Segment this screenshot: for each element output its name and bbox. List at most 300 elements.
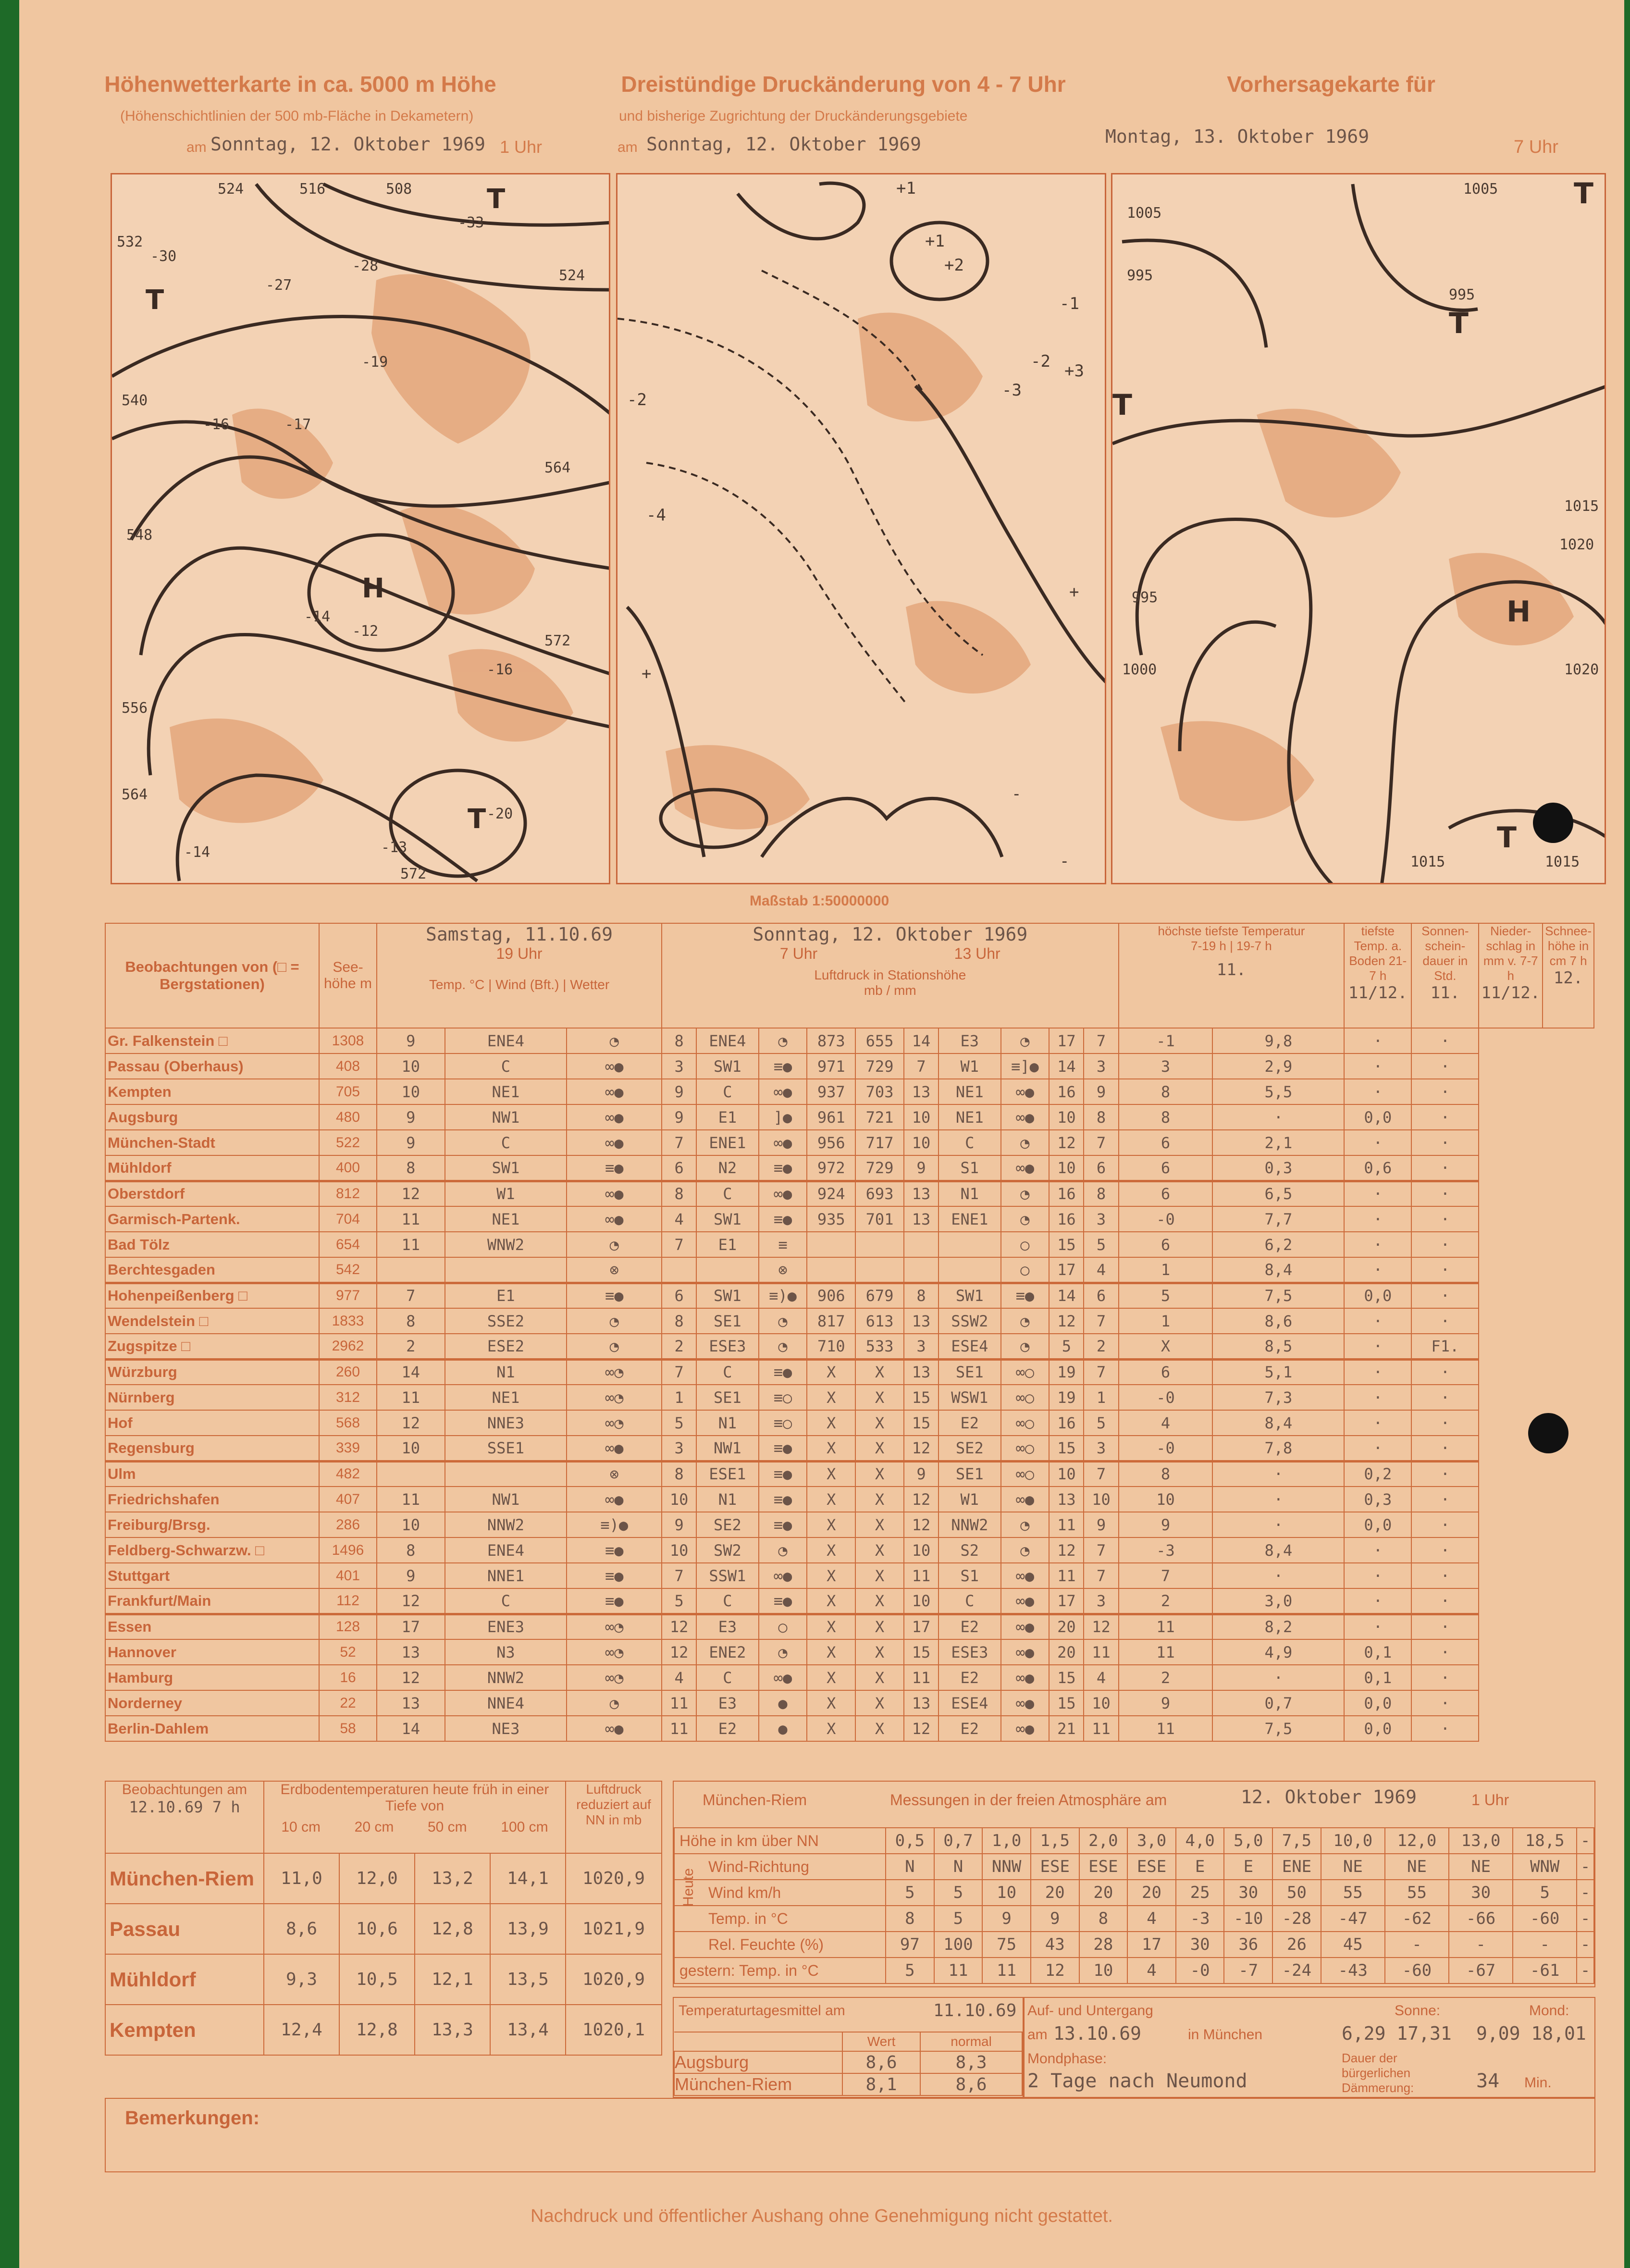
obs-cell: 8 (1119, 1461, 1213, 1487)
obs-cell: NNE1 (445, 1563, 567, 1588)
obs-weather-symbol: ≡● (759, 1053, 807, 1079)
obs-weather-symbol: ◔ (1001, 1512, 1050, 1537)
svg-text:-14: -14 (304, 608, 331, 625)
obs-cell: NNW2 (938, 1512, 1000, 1537)
obs-cell: · (1411, 1410, 1479, 1436)
obs-row (105, 1079, 1594, 1104)
soil-header-row (105, 1781, 662, 1853)
obs-weather-symbol: ≡● (567, 1283, 662, 1308)
obs-sat-time: 19 Uhr (496, 945, 543, 962)
moon-label: Mond: (1529, 2003, 1569, 2019)
aero-cell: ESE (1127, 1854, 1176, 1880)
obs-cell: 0,0 (1344, 1104, 1411, 1130)
obs-cell: · (1212, 1461, 1344, 1487)
obs-cell: ENE4 (445, 1028, 567, 1053)
obs-cell: 7 (1084, 1461, 1118, 1487)
obs-cell: · (1411, 1614, 1479, 1639)
obs-weather-symbol: ≡● (567, 1563, 662, 1588)
obs-weather-symbol: ∞● (567, 1104, 662, 1130)
obs-cell: 1 (662, 1385, 696, 1410)
obs-weather-symbol: ≡● (567, 1588, 662, 1614)
obs-cell: ENE4 (696, 1028, 758, 1053)
weather-sheet (19, 0, 1624, 2268)
obs-cell: 12 (1049, 1537, 1084, 1563)
aero-cell: 45 (1321, 1932, 1385, 1958)
map1-time: 1 Uhr (500, 137, 543, 157)
aero-title: Messungen in der freien Atmosphäre am (890, 1791, 1167, 1809)
obs-cell: 14 (1049, 1283, 1084, 1308)
aero-cell: NE (1321, 1854, 1385, 1880)
obs-cell: X (855, 1359, 904, 1385)
svg-text:-17: -17 (285, 416, 311, 433)
aero-cell: - (1577, 1932, 1594, 1958)
obs-cell: 717 (855, 1130, 904, 1155)
obs-cell: 10 (904, 1104, 938, 1130)
obs-cell: X (855, 1563, 904, 1588)
obs-cell: 8,4 (1212, 1410, 1344, 1436)
obs-cell: E1 (696, 1232, 758, 1257)
obs-cell: 16 (1049, 1079, 1084, 1104)
obs-cell: 7 (662, 1563, 696, 1588)
svg-text:572: 572 (544, 632, 571, 649)
tm-cell: 8,3 (920, 2051, 1022, 2073)
obs-cell (938, 1257, 1000, 1283)
obs-header-row (105, 923, 1594, 1028)
obs-cell: 0,1 (1344, 1665, 1411, 1690)
aero-cell: -28 (1272, 1906, 1321, 1932)
soil-h-luft: Luftdruck reduziert auf NN in mb (566, 1781, 662, 1853)
obs-cell: 12 (377, 1410, 445, 1436)
mondphase: 2 Tage nach Neumond (1027, 2070, 1247, 2092)
obs-cell: SW1 (696, 1053, 758, 1079)
sun-times: 6,29 17,31 (1342, 2023, 1452, 2044)
obs-cell: 6 (1084, 1155, 1118, 1181)
obs-cell: SW1 (445, 1155, 567, 1181)
obs-cell: 7 (1084, 1308, 1118, 1334)
map3-date: Montag, 13. Oktober 1969 (1105, 126, 1370, 147)
aero-cell: 43 (1031, 1932, 1079, 1958)
obs-cell: 7,7 (1212, 1206, 1344, 1232)
obs-weather-symbol: ⊗ (759, 1257, 807, 1283)
obs-cell: 906 (807, 1283, 855, 1308)
obs-col-nieder (1479, 923, 1543, 1028)
obs-cell: 8,4 (1212, 1537, 1344, 1563)
obs-cell: 12 (377, 1181, 445, 1206)
aero-cell: 36 (1224, 1932, 1272, 1958)
obs-cell: 10 (904, 1588, 938, 1614)
svg-text:-16: -16 (487, 661, 513, 678)
obs-row (105, 1283, 1594, 1308)
map2-date: Sonntag, 12. Oktober 1969 (646, 134, 921, 155)
tm-empty (674, 2032, 842, 2051)
obs-hand-date-2: 11/12. (1348, 983, 1408, 1003)
obs-col-tiefste (1344, 923, 1411, 1028)
aero-heute: Heute (680, 1868, 696, 1907)
svg-text:-4: -4 (646, 506, 666, 525)
obs-cell: · (1344, 1130, 1411, 1155)
forecast-map (1111, 173, 1606, 884)
obs-cell: ENE1 (696, 1130, 758, 1155)
soil-cell: 12,4 (264, 2005, 339, 2055)
obs-station-name: Ulm (105, 1461, 319, 1487)
moon-times: 9,09 18,01 (1476, 2023, 1586, 2044)
obs-cell: 11 (904, 1563, 938, 1588)
soil-cell: 13,4 (490, 2005, 566, 2055)
aero-cell: -60 (1385, 1958, 1449, 1983)
obs-cell: 13 (904, 1308, 938, 1334)
obs-cell: 6 (1084, 1283, 1118, 1308)
obs-cell: 15 (904, 1385, 938, 1410)
svg-text:1000: 1000 (1122, 661, 1157, 678)
obs-station-name: Essen (105, 1614, 319, 1639)
obs-cell: X (807, 1436, 855, 1461)
obs-cell: E2 (938, 1716, 1000, 1741)
obs-cell: 12 (1084, 1614, 1118, 1639)
obs-cell: 7 (1084, 1563, 1118, 1588)
obs-cell: · (1344, 1334, 1411, 1359)
soil-station: Passau (105, 1904, 264, 1954)
obs-station-name: Mühldorf (105, 1155, 319, 1181)
obs-cell: 15 (1049, 1665, 1084, 1690)
obs-weather-symbol: ∞● (759, 1665, 807, 1690)
aero-cell: NE (1449, 1854, 1513, 1880)
aero-height: 0,5 (886, 1828, 934, 1854)
obs-cell: · (1344, 1614, 1411, 1639)
obs-cell: 972 (807, 1155, 855, 1181)
obs-weather-symbol: ⊗ (567, 1461, 662, 1487)
obs-cell: X (807, 1512, 855, 1537)
obs-cell: ESE1 (696, 1461, 758, 1487)
obs-cell: C (696, 1588, 758, 1614)
soil-cell: 10,5 (339, 1954, 415, 2005)
obs-row (105, 1181, 1594, 1206)
obs-weather-symbol: ∞● (567, 1206, 662, 1232)
obs-weather-symbol: ∞● (1001, 1690, 1050, 1716)
obs-cell: 20 (1049, 1614, 1084, 1639)
svg-text:+2: +2 (944, 256, 964, 275)
obs-cell: S2 (938, 1537, 1000, 1563)
obs-cell: · (1344, 1537, 1411, 1563)
aero-cell: -43 (1321, 1958, 1385, 1983)
obs-cell: 4 (1084, 1257, 1118, 1283)
obs-weather-symbol: ∞● (1001, 1614, 1050, 1639)
obs-cell: 12 (904, 1716, 938, 1741)
obs-weather-symbol: ≡● (759, 1588, 807, 1614)
aero-height: 13,0 (1449, 1828, 1513, 1854)
obs-cell: · (1411, 1563, 1479, 1588)
aero-height: 0,7 (934, 1828, 983, 1854)
aero-cell: -60 (1513, 1906, 1577, 1932)
obs-row (105, 1563, 1594, 1588)
obs-cell: · (1344, 1436, 1411, 1461)
obs-cell: 7 (662, 1359, 696, 1385)
obs-cell: 9 (904, 1461, 938, 1487)
obs-cell: N2 (696, 1155, 758, 1181)
obs-h-hoechste: höchste tiefste Temperatur (1158, 924, 1305, 938)
svg-text:-2: -2 (627, 390, 647, 409)
obs-cell: C (696, 1079, 758, 1104)
aero-cell: 5 (934, 1906, 983, 1932)
obs-cell: 11 (377, 1385, 445, 1410)
obs-cell: 16 (1049, 1206, 1084, 1232)
aero-height: 5,0 (1224, 1828, 1272, 1854)
obs-cell: · (1411, 1181, 1479, 1206)
soil-cell: 8,6 (264, 1904, 339, 1954)
obs-weather-symbol: ∞● (567, 1487, 662, 1512)
obs-cell: X (807, 1537, 855, 1563)
obs-cell (855, 1232, 904, 1257)
obs-cell: · (1411, 1512, 1479, 1537)
map2-date-prefix: am (617, 139, 638, 155)
obs-cell: 4 (662, 1665, 696, 1690)
obs-cell: 2,1 (1212, 1130, 1344, 1155)
obs-cell: · (1344, 1588, 1411, 1614)
obs-row (105, 1155, 1594, 1181)
obs-cell: X (807, 1461, 855, 1487)
punch-hole-bottom (1528, 1413, 1568, 1453)
obs-cell: · (1344, 1181, 1411, 1206)
obs-weather-symbol: ≡● (759, 1512, 807, 1537)
pressure-change-map (616, 173, 1106, 884)
svg-text:1005: 1005 (1463, 181, 1498, 198)
aero-cell: - (1577, 1854, 1594, 1880)
obs-cell: NE1 (445, 1079, 567, 1104)
obs-weather-symbol: ∞● (1001, 1155, 1050, 1181)
obs-cell: 14 (377, 1359, 445, 1385)
soil-cell: 1020,9 (566, 1853, 662, 1904)
obs-weather-symbol: ◔ (1001, 1130, 1050, 1155)
obs-weather-symbol: ◔ (567, 1690, 662, 1716)
obs-row (105, 1716, 1594, 1741)
obs-cell: 9 (1084, 1512, 1118, 1537)
soil-cell: 13,2 (415, 1853, 490, 1904)
aero-height: 12,0 (1385, 1828, 1449, 1854)
aero-height: - (1577, 1828, 1594, 1854)
map1-date-prefix: am (186, 139, 207, 155)
obs-station-name: Wendelstein □ (105, 1308, 319, 1334)
obs-cell: 0,0 (1344, 1690, 1411, 1716)
obs-cell (377, 1461, 445, 1487)
svg-text:540: 540 (122, 392, 148, 409)
obs-cell: X (807, 1410, 855, 1436)
obs-hand-date-0: 11. (1216, 960, 1247, 979)
obs-cell (807, 1257, 855, 1283)
obs-station-name: Hof (105, 1410, 319, 1436)
obs-h-tiefste: tiefste Temp. a. Boden 21-7 h (1349, 924, 1407, 983)
obs-cell: 12 (1049, 1130, 1084, 1155)
obs-cell: 8 (377, 1155, 445, 1181)
obs-cell: 7,5 (1212, 1716, 1344, 1741)
obs-cell: 11 (377, 1206, 445, 1232)
obs-station-height: 2962 (319, 1334, 377, 1359)
obs-cell: · (1344, 1053, 1411, 1079)
obs-cell: 924 (807, 1181, 855, 1206)
obs-weather-symbol: ⊗ (567, 1257, 662, 1283)
obs-weather-symbol: ∞○ (1001, 1436, 1050, 1461)
svg-text:H: H (1507, 595, 1531, 629)
svg-text:-2: -2 (1031, 352, 1050, 371)
obs-cell: 8 (377, 1308, 445, 1334)
obs-sun-13: 13 Uhr (954, 945, 1000, 962)
obs-cell: 0,6 (1344, 1155, 1411, 1181)
soil-cell: 1021,9 (566, 1904, 662, 1954)
obs-cell: C (696, 1665, 758, 1690)
obs-cell (807, 1232, 855, 1257)
obs-cell: · (1344, 1257, 1411, 1283)
obs-cell: 4,9 (1212, 1639, 1344, 1665)
svg-text:-20: -20 (487, 806, 513, 822)
obs-cell: X (855, 1716, 904, 1741)
obs-cell: 16 (1049, 1410, 1084, 1436)
obs-cell: · (1411, 1104, 1479, 1130)
soil-station: Kempten (105, 2005, 264, 2055)
obs-cell: 7 (1084, 1130, 1118, 1155)
obs-cell: · (1411, 1232, 1479, 1257)
obs-cell: 9 (377, 1130, 445, 1155)
obs-weather-symbol: ≡)● (567, 1512, 662, 1537)
obs-cell: 729 (855, 1155, 904, 1181)
aero-cell: -24 (1272, 1958, 1321, 1983)
obs-cell: WSW1 (938, 1385, 1000, 1410)
svg-text:-12: -12 (352, 623, 379, 640)
sun-moon-panel (1024, 1997, 1595, 2098)
obs-cell: 14 (904, 1028, 938, 1053)
obs-cell: C (445, 1588, 567, 1614)
obs-cell: · (1411, 1385, 1479, 1410)
obs-weather-symbol: ∞○ (1001, 1461, 1050, 1487)
obs-cell: 8,5 (1212, 1334, 1344, 1359)
obs-weather-symbol: ≡● (759, 1155, 807, 1181)
aero-cell: 4 (1127, 1906, 1176, 1932)
obs-weather-symbol: ◔ (1001, 1206, 1050, 1232)
obs-col-schnee (1543, 923, 1594, 1028)
obs-cell: E1 (445, 1283, 567, 1308)
obs-cell: 2 (1119, 1588, 1213, 1614)
obs-cell: X (807, 1588, 855, 1614)
obs-cell: · (1411, 1639, 1479, 1665)
obs-cell: 7 (1084, 1537, 1118, 1563)
obs-cell: 10 (377, 1512, 445, 1537)
svg-text:572: 572 (400, 866, 427, 882)
obs-weather-symbol: ∞● (567, 1716, 662, 1741)
svg-text:-3: -3 (1002, 381, 1022, 400)
obs-weather-symbol: ≡● (1001, 1283, 1050, 1308)
svg-text:1015: 1015 (1545, 854, 1580, 870)
svg-text:556: 556 (122, 700, 148, 717)
map3-title: Vorhersagekarte für (1227, 72, 1435, 97)
obs-weather-symbol: ○ (759, 1614, 807, 1639)
sun-am: am (1027, 2027, 1048, 2043)
obs-cell: 11 (662, 1690, 696, 1716)
obs-weather-symbol: ∞◔ (567, 1385, 662, 1410)
obs-col-sonne (1411, 923, 1479, 1028)
obs-cell: X (855, 1614, 904, 1639)
obs-cell: 8,6 (1212, 1308, 1344, 1334)
obs-cell: 0,7 (1212, 1690, 1344, 1716)
svg-text:T: T (1449, 307, 1469, 340)
daemmerung-label: Dauer der bürgerlichen Dämmerung: (1342, 2051, 1414, 2095)
obs-weather-symbol: ∞● (1001, 1487, 1050, 1512)
aero-row-label: gestern: Temp. in °C (674, 1958, 886, 1983)
obs-cell: 11 (377, 1487, 445, 1512)
soil-row (105, 2005, 662, 2055)
obs-weather-symbol: ◔ (567, 1028, 662, 1053)
obs-row (105, 1028, 1594, 1053)
obs-cell: 12 (662, 1639, 696, 1665)
obs-cell: 10 (377, 1079, 445, 1104)
obs-weather-symbol: ○ (1001, 1257, 1050, 1283)
aero-panel (673, 1781, 1595, 1987)
observation-table (105, 923, 1594, 1742)
obs-hand-date-4: 11/12. (1481, 983, 1541, 1003)
aero-cell: 25 (1176, 1880, 1224, 1906)
soil-depth-header (264, 1781, 566, 1853)
svg-text:1015: 1015 (1410, 854, 1445, 870)
obs-cell: 17 (1049, 1028, 1084, 1053)
tm-station: Augsburg (674, 2051, 842, 2073)
soil-cell: 13,3 (415, 2005, 490, 2055)
obs-sun-times (664, 945, 1116, 963)
aero-cell: -0 (1176, 1958, 1224, 1983)
obs-cell: 6 (662, 1283, 696, 1308)
svg-text:+: + (1069, 582, 1079, 602)
obs-cell: · (1411, 1155, 1479, 1181)
obs-cell: 5,5 (1212, 1079, 1344, 1104)
soil-cell: 13,5 (490, 1954, 566, 2005)
obs-cell: 971 (807, 1053, 855, 1079)
obs-station-height: 112 (319, 1588, 377, 1614)
obs-cell: -0 (1119, 1206, 1213, 1232)
obs-cell: 13 (377, 1690, 445, 1716)
obs-station-name: Berlin-Dahlem (105, 1716, 319, 1741)
obs-cell: NE1 (445, 1385, 567, 1410)
obs-cell: 17 (1049, 1257, 1084, 1283)
obs-cell: X (807, 1487, 855, 1512)
obs-station-height: 480 (319, 1104, 377, 1130)
tm-cell: 8,1 (842, 2073, 920, 2095)
obs-cell: · (1411, 1436, 1479, 1461)
obs-row (105, 1359, 1594, 1385)
obs-cell: · (1212, 1104, 1344, 1130)
svg-text:548: 548 (126, 527, 153, 544)
aero-cell: 8 (886, 1906, 934, 1932)
soil-cell: 10,6 (339, 1904, 415, 1954)
obs-cell: X (855, 1537, 904, 1563)
obs-weather-symbol: ∞◔ (567, 1359, 662, 1385)
aero-cell: -62 (1385, 1906, 1449, 1932)
svg-text:T: T (1574, 177, 1593, 211)
obs-cell: 956 (807, 1130, 855, 1155)
soil-row (105, 1904, 662, 1954)
aero-date: 12. Oktober 1969 (1241, 1786, 1417, 1808)
obs-cell: · (1411, 1690, 1479, 1716)
obs-weather-symbol: ◔ (759, 1308, 807, 1334)
obs-weather-symbol: ≡● (759, 1359, 807, 1385)
tm-header (674, 2032, 1022, 2051)
obs-cell: C (696, 1181, 758, 1206)
obs-row (105, 1537, 1594, 1563)
obs-cell: 3 (662, 1436, 696, 1461)
obs-station-name: Zugspitze □ (105, 1334, 319, 1359)
svg-text:1020: 1020 (1559, 536, 1594, 553)
obs-station-name: Stuttgart (105, 1563, 319, 1588)
obs-cell: · (1411, 1537, 1479, 1563)
obs-station-height: 482 (319, 1461, 377, 1487)
aero-height: 10,0 (1321, 1828, 1385, 1854)
obs-cell: 13 (904, 1690, 938, 1716)
obs-cell: · (1344, 1308, 1411, 1334)
obs-cell (904, 1232, 938, 1257)
